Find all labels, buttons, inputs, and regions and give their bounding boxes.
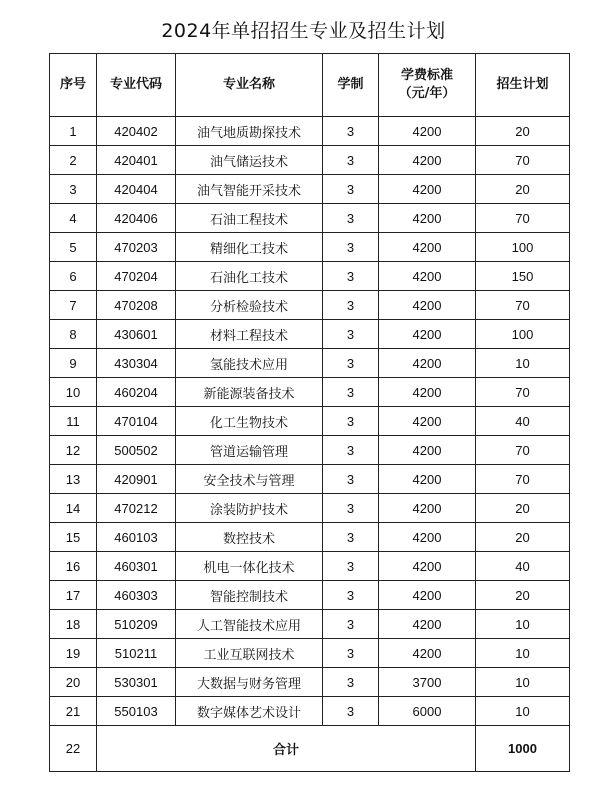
row-years: 3 bbox=[323, 639, 379, 668]
table-row bbox=[50, 436, 570, 465]
row-seq: 5 bbox=[50, 233, 97, 262]
table-row bbox=[50, 175, 570, 204]
row-major-name: 精细化工技术 bbox=[176, 233, 323, 262]
row-years: 3 bbox=[323, 668, 379, 697]
row-enrollment-plan: 70 bbox=[476, 465, 570, 494]
row-years: 3 bbox=[323, 436, 379, 465]
row-years: 3 bbox=[323, 320, 379, 349]
table-row bbox=[50, 291, 570, 320]
row-seq: 7 bbox=[50, 291, 97, 320]
table-row bbox=[50, 610, 570, 639]
row-years: 3 bbox=[323, 697, 379, 726]
row-years: 3 bbox=[323, 407, 379, 436]
row-years: 3 bbox=[323, 117, 379, 146]
row-major-code: 460204 bbox=[97, 378, 176, 407]
row-major-code: 470104 bbox=[97, 407, 176, 436]
table-row bbox=[50, 233, 570, 262]
total-plan: 1000 bbox=[476, 726, 570, 772]
row-major-code: 500502 bbox=[97, 436, 176, 465]
row-seq: 20 bbox=[50, 668, 97, 697]
row-seq: 13 bbox=[50, 465, 97, 494]
table-row bbox=[50, 378, 570, 407]
row-enrollment-plan: 10 bbox=[476, 697, 570, 726]
row-seq: 3 bbox=[50, 175, 97, 204]
header-years: 学制 bbox=[323, 54, 379, 117]
row-enrollment-plan: 10 bbox=[476, 610, 570, 639]
row-enrollment-plan: 40 bbox=[476, 407, 570, 436]
table-row bbox=[50, 117, 570, 146]
row-years: 3 bbox=[323, 349, 379, 378]
table-row bbox=[50, 639, 570, 668]
row-major-code: 460103 bbox=[97, 523, 176, 552]
row-enrollment-plan: 70 bbox=[476, 436, 570, 465]
row-seq: 6 bbox=[50, 262, 97, 291]
row-tuition-fee: 4200 bbox=[379, 552, 476, 581]
row-major-code: 460301 bbox=[97, 552, 176, 581]
row-major-name: 安全技术与管理 bbox=[176, 465, 323, 494]
row-tuition-fee: 4200 bbox=[379, 117, 476, 146]
row-years: 3 bbox=[323, 610, 379, 639]
row-seq: 18 bbox=[50, 610, 97, 639]
row-years: 3 bbox=[323, 581, 379, 610]
row-years: 3 bbox=[323, 378, 379, 407]
row-seq: 11 bbox=[50, 407, 97, 436]
row-tuition-fee: 4200 bbox=[379, 523, 476, 552]
document-title: 2024年单招招生专业及招生计划 bbox=[161, 20, 446, 42]
row-major-code: 420901 bbox=[97, 465, 176, 494]
row-enrollment-plan: 20 bbox=[476, 523, 570, 552]
row-major-code: 470208 bbox=[97, 291, 176, 320]
table-row bbox=[50, 668, 570, 697]
row-enrollment-plan: 20 bbox=[476, 494, 570, 523]
table-row bbox=[50, 523, 570, 552]
table-row bbox=[50, 349, 570, 378]
row-major-name: 油气地质勘探技术 bbox=[176, 117, 323, 146]
row-enrollment-plan: 20 bbox=[476, 581, 570, 610]
total-row bbox=[50, 726, 570, 772]
row-major-name: 石油化工技术 bbox=[176, 262, 323, 291]
table-row bbox=[50, 697, 570, 726]
row-major-name: 化工生物技术 bbox=[176, 407, 323, 436]
row-tuition-fee: 4200 bbox=[379, 233, 476, 262]
row-tuition-fee: 4200 bbox=[379, 581, 476, 610]
table-row bbox=[50, 204, 570, 233]
table-row bbox=[50, 552, 570, 581]
table-row bbox=[50, 494, 570, 523]
header-tuition-fee-text: 学费标准（元/年） bbox=[398, 68, 456, 101]
row-major-name: 智能控制技术 bbox=[176, 581, 323, 610]
row-major-code: 430304 bbox=[97, 349, 176, 378]
row-tuition-fee: 4200 bbox=[379, 146, 476, 175]
header-enrollment-plan: 招生计划 bbox=[476, 54, 570, 117]
row-seq: 17 bbox=[50, 581, 97, 610]
row-major-code: 420406 bbox=[97, 204, 176, 233]
row-tuition-fee: 4200 bbox=[379, 291, 476, 320]
row-major-name: 数字媒体艺术设计 bbox=[176, 697, 323, 726]
row-seq: 9 bbox=[50, 349, 97, 378]
row-years: 3 bbox=[323, 146, 379, 175]
row-years: 3 bbox=[323, 262, 379, 291]
row-major-name: 机电一体化技术 bbox=[176, 552, 323, 581]
row-tuition-fee: 4200 bbox=[379, 204, 476, 233]
row-tuition-fee: 4200 bbox=[379, 378, 476, 407]
row-major-code: 530301 bbox=[97, 668, 176, 697]
header-major-name: 专业名称 bbox=[176, 54, 323, 117]
row-years: 3 bbox=[323, 552, 379, 581]
row-seq: 15 bbox=[50, 523, 97, 552]
total-label: 合计 bbox=[97, 726, 476, 772]
row-major-name: 人工智能技术应用 bbox=[176, 610, 323, 639]
row-major-code: 470212 bbox=[97, 494, 176, 523]
row-tuition-fee: 4200 bbox=[379, 465, 476, 494]
row-seq: 1 bbox=[50, 117, 97, 146]
row-seq: 2 bbox=[50, 146, 97, 175]
header-tuition-fee bbox=[379, 54, 476, 117]
row-enrollment-plan: 20 bbox=[476, 117, 570, 146]
row-major-name: 石油工程技术 bbox=[176, 204, 323, 233]
row-years: 3 bbox=[323, 291, 379, 320]
row-major-name: 氢能技术应用 bbox=[176, 349, 323, 378]
row-years: 3 bbox=[323, 204, 379, 233]
header-major-code: 专业代码 bbox=[97, 54, 176, 117]
table-row bbox=[50, 465, 570, 494]
row-enrollment-plan: 100 bbox=[476, 233, 570, 262]
row-tuition-fee: 4200 bbox=[379, 262, 476, 291]
row-years: 3 bbox=[323, 494, 379, 523]
row-major-code: 470204 bbox=[97, 262, 176, 291]
table-header-row bbox=[50, 54, 570, 117]
row-seq: 14 bbox=[50, 494, 97, 523]
row-enrollment-plan: 70 bbox=[476, 291, 570, 320]
row-tuition-fee: 4200 bbox=[379, 639, 476, 668]
row-major-name: 管道运输管理 bbox=[176, 436, 323, 465]
row-years: 3 bbox=[323, 175, 379, 204]
row-major-code: 510211 bbox=[97, 639, 176, 668]
row-enrollment-plan: 20 bbox=[476, 175, 570, 204]
row-years: 3 bbox=[323, 523, 379, 552]
row-major-name: 材料工程技术 bbox=[176, 320, 323, 349]
row-major-name: 分析检验技术 bbox=[176, 291, 323, 320]
row-enrollment-plan: 150 bbox=[476, 262, 570, 291]
row-major-code: 470203 bbox=[97, 233, 176, 262]
table-row bbox=[50, 320, 570, 349]
row-seq: 10 bbox=[50, 378, 97, 407]
row-major-name: 新能源装备技术 bbox=[176, 378, 323, 407]
row-tuition-fee: 6000 bbox=[379, 697, 476, 726]
table-row bbox=[50, 262, 570, 291]
row-major-code: 420402 bbox=[97, 117, 176, 146]
row-major-name: 数控技术 bbox=[176, 523, 323, 552]
row-tuition-fee: 4200 bbox=[379, 436, 476, 465]
row-seq: 21 bbox=[50, 697, 97, 726]
row-major-name: 涂装防护技术 bbox=[176, 494, 323, 523]
row-major-code: 510209 bbox=[97, 610, 176, 639]
row-major-name: 油气智能开采技术 bbox=[176, 175, 323, 204]
row-tuition-fee: 3700 bbox=[379, 668, 476, 697]
total-seq: 22 bbox=[50, 726, 97, 772]
row-tuition-fee: 4200 bbox=[379, 407, 476, 436]
row-major-code: 430601 bbox=[97, 320, 176, 349]
row-major-code: 420401 bbox=[97, 146, 176, 175]
row-tuition-fee: 4200 bbox=[379, 610, 476, 639]
row-enrollment-plan: 70 bbox=[476, 204, 570, 233]
row-enrollment-plan: 10 bbox=[476, 668, 570, 697]
table-row bbox=[50, 407, 570, 436]
header-seq: 序号 bbox=[50, 54, 97, 117]
row-years: 3 bbox=[323, 465, 379, 494]
row-enrollment-plan: 100 bbox=[476, 320, 570, 349]
row-tuition-fee: 4200 bbox=[379, 320, 476, 349]
row-enrollment-plan: 70 bbox=[476, 378, 570, 407]
row-enrollment-plan: 70 bbox=[476, 146, 570, 175]
row-seq: 4 bbox=[50, 204, 97, 233]
row-tuition-fee: 4200 bbox=[379, 175, 476, 204]
row-major-code: 460303 bbox=[97, 581, 176, 610]
row-enrollment-plan: 40 bbox=[476, 552, 570, 581]
table-row bbox=[50, 581, 570, 610]
row-seq: 8 bbox=[50, 320, 97, 349]
row-tuition-fee: 4200 bbox=[379, 494, 476, 523]
row-tuition-fee: 4200 bbox=[379, 349, 476, 378]
row-seq: 19 bbox=[50, 639, 97, 668]
table-row bbox=[50, 146, 570, 175]
row-seq: 12 bbox=[50, 436, 97, 465]
row-major-name: 油气储运技术 bbox=[176, 146, 323, 175]
row-major-name: 工业互联网技术 bbox=[176, 639, 323, 668]
row-enrollment-plan: 10 bbox=[476, 639, 570, 668]
row-major-code: 550103 bbox=[97, 697, 176, 726]
enrollment-plan-table bbox=[49, 53, 570, 772]
row-seq: 16 bbox=[50, 552, 97, 581]
row-enrollment-plan: 10 bbox=[476, 349, 570, 378]
row-years: 3 bbox=[323, 233, 379, 262]
row-major-code: 420404 bbox=[97, 175, 176, 204]
row-major-name: 大数据与财务管理 bbox=[176, 668, 323, 697]
